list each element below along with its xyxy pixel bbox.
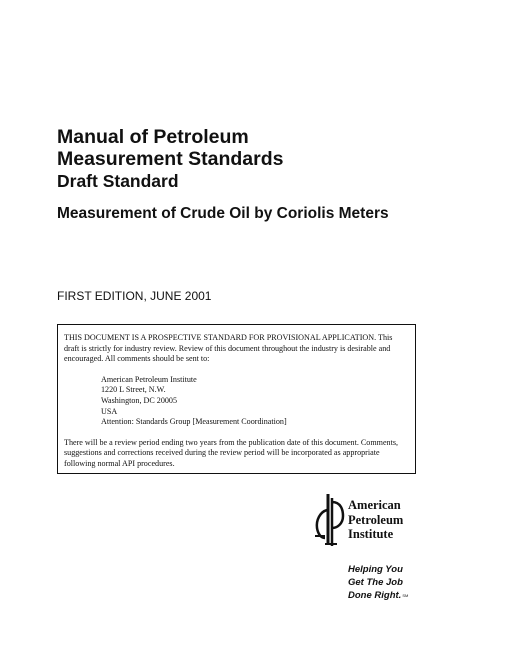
address-line: 1220 L Street, N.W.: [101, 385, 166, 395]
tagline-line-3: [348, 589, 408, 602]
tagline-line: Get The Job: [348, 577, 403, 588]
address-line: Washington, DC 20005: [101, 395, 178, 405]
api-name-line: American: [348, 498, 401, 512]
address-line: American Petroleum Institute: [101, 374, 197, 384]
title-line-1: Manual of Petroleum: [57, 126, 249, 148]
address-line: USA: [101, 406, 118, 416]
tagline: [348, 563, 408, 602]
notice-box: [57, 324, 416, 474]
notice-closing: There will be a review period ending two years from the publication date of this document. Comments, suggestions and corrections received during the review period will be incorporated as appropriate following normal API procedures.: [64, 437, 399, 468]
service-mark: SM: [402, 593, 409, 598]
api-logo-icon: [313, 492, 345, 548]
api-wordmark: [348, 498, 403, 542]
api-name-line: Institute: [348, 527, 394, 541]
api-name-line: Petroleum: [348, 512, 404, 527]
mailing-address: [64, 375, 409, 428]
document-subtitle: Measurement of Crude Oil by Coriolis Meters: [57, 205, 389, 222]
tagline-line: Helping You: [348, 564, 403, 575]
edition-text: FIRST EDITION, JUNE 2001: [57, 289, 212, 303]
title-line-3: Draft Standard: [57, 171, 179, 191]
tagline-text: Done Right.: [348, 590, 402, 601]
notice-intro: THIS DOCUMENT IS A PROSPECTIVE STANDARD FOR PROVISIONAL APPLICATION. This draft is strictly for industry review. Review of this document throughout the industry is desirable and encouraged. All comments should be sent to:: [64, 333, 393, 364]
title-line-2: Measurement Standards: [57, 148, 284, 170]
address-line: Attention: Standards Group [Measurement Coordination]: [101, 417, 287, 427]
